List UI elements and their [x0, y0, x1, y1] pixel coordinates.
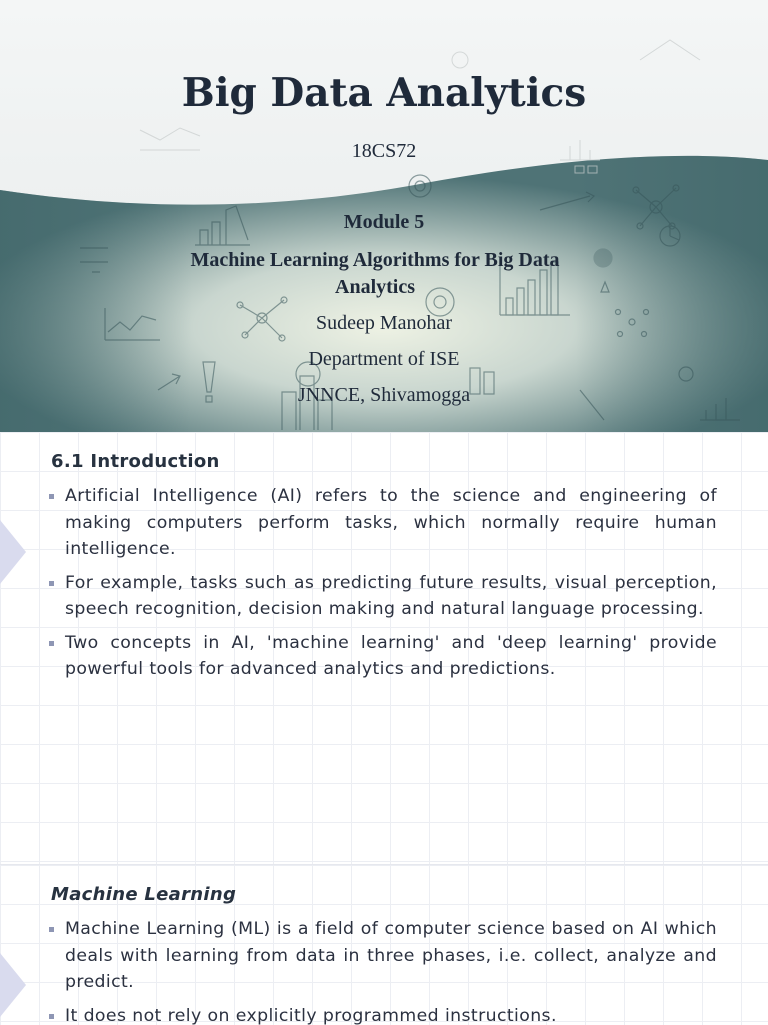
- bullet-text: For example, tasks such as predicting future results, visual perception, speech recognition, decision making and natural language processing.: [65, 573, 717, 620]
- list-item: [49, 1003, 717, 1025]
- introduction-slide: [0, 432, 768, 864]
- list-item: [49, 630, 717, 683]
- module-subtitle: Machine Learning Algorithms for Big Data Analytics: [170, 247, 580, 301]
- slide-arrow-icon: [0, 520, 26, 584]
- bullet-icon: [49, 927, 54, 932]
- list-item: [49, 570, 717, 623]
- department-name: Department of ISE: [0, 348, 768, 371]
- bullet-list: [49, 483, 717, 690]
- bullet-text: It does not rely on explicitly programmed instructions.: [65, 1006, 557, 1025]
- list-item: [49, 916, 717, 996]
- author-name: Sudeep Manohar: [0, 312, 768, 335]
- machine-learning-slide: [0, 864, 768, 1025]
- course-code: 18CS72: [0, 140, 768, 163]
- bullet-text: Two concepts in AI, 'machine learning' and 'deep learning' provide powerful tools for advanced analytics and predictions.: [65, 633, 717, 680]
- bullet-list: [49, 916, 717, 1025]
- presentation-title: Big Data Analytics: [0, 70, 768, 116]
- bullet-icon: [49, 581, 54, 586]
- institution-name: JNNCE, Shivamogga: [0, 384, 768, 407]
- bullet-icon: [49, 494, 54, 499]
- module-number: Module 5: [0, 211, 768, 234]
- bullet-text: Artificial Intelligence (AI) refers to the science and engineering of making computers perform tasks, which normally require human intelligence.: [65, 486, 717, 559]
- list-item: [49, 483, 717, 563]
- slide-heading: 6.1 Introduction: [51, 451, 220, 472]
- title-slide: [0, 0, 768, 432]
- slide-heading: Machine Learning: [51, 884, 236, 905]
- bullet-icon: [49, 1014, 54, 1019]
- bullet-text: Machine Learning (ML) is a field of computer science based on AI which deals with learning from data in three phases, i.e. collect, analyze and predict.: [65, 919, 717, 992]
- slide-arrow-icon: [0, 953, 26, 1017]
- bullet-icon: [49, 641, 54, 646]
